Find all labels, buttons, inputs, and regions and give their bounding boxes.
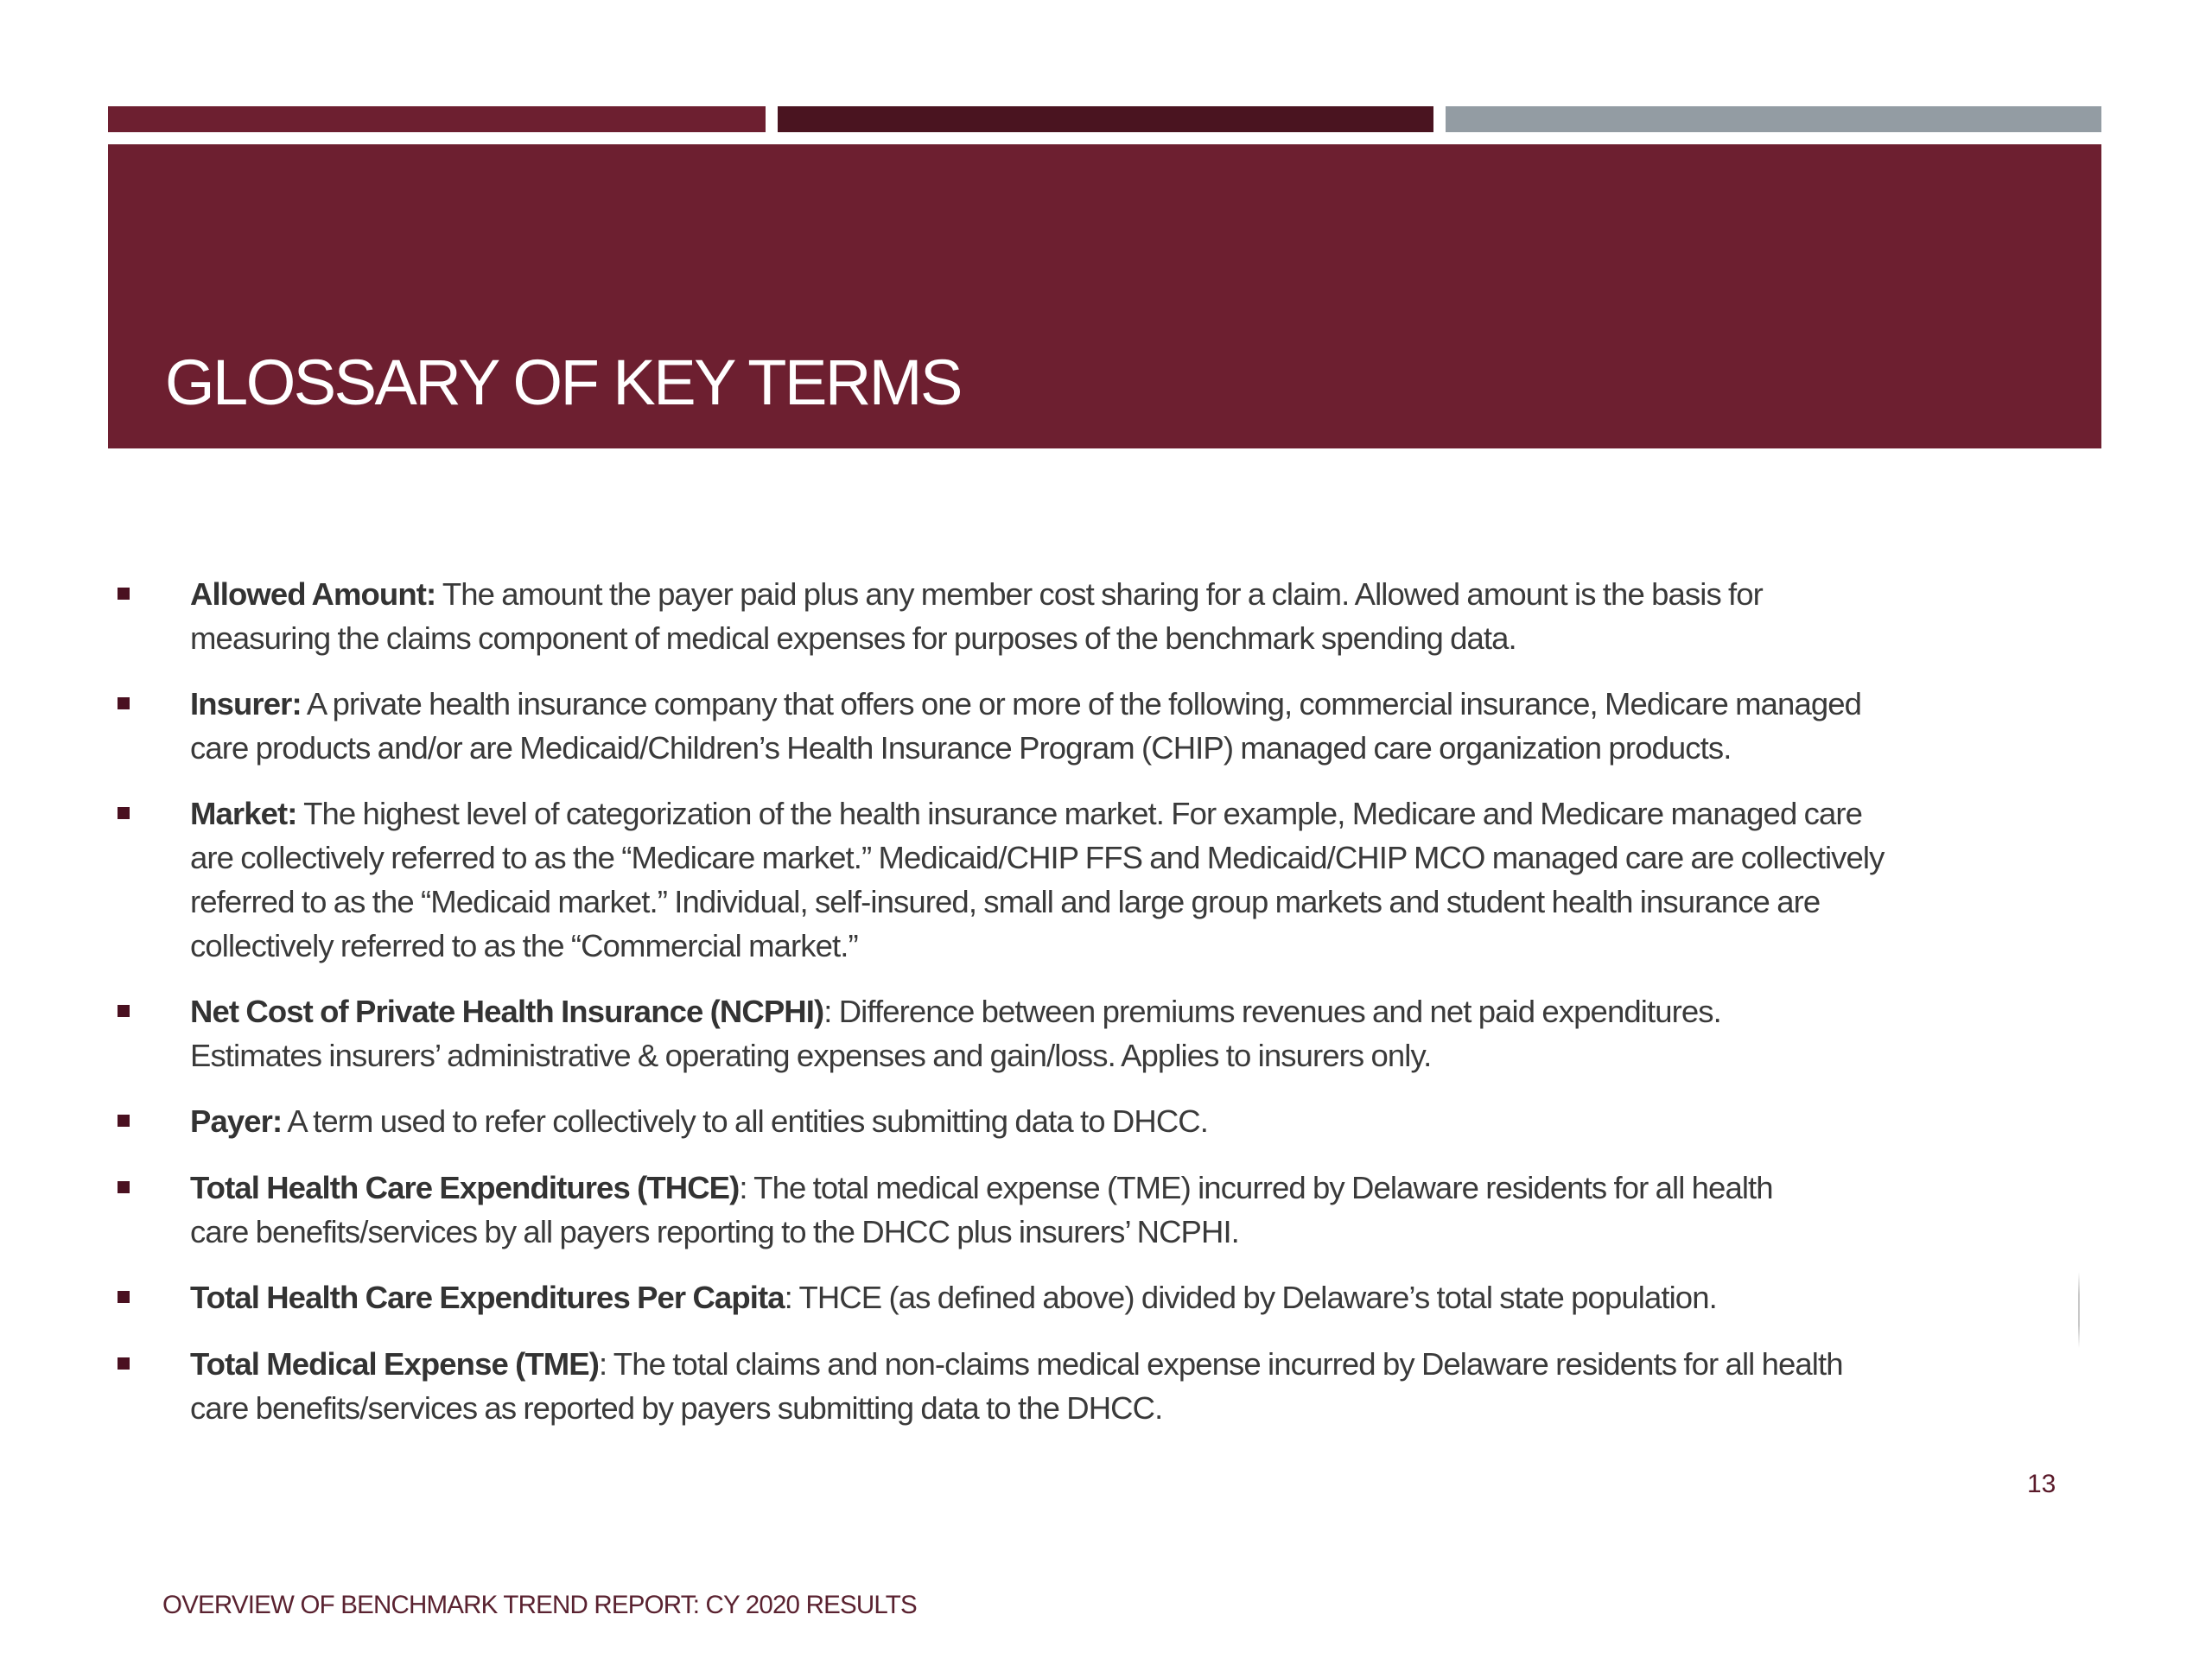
glossary-definition <box>190 791 2177 968</box>
definition-line: collectively referred to as the “Commercial market.” <box>190 928 858 963</box>
glossary-term: Net Cost of Private Health Insurance (NCPHI) <box>190 994 824 1029</box>
definition-text: : The total medical expense (TME) incurred by Delaware residents for all health <box>739 1170 1773 1205</box>
glossary-term: Insurer: <box>190 686 302 721</box>
definition-line <box>190 989 2177 1033</box>
glossary-term: Payer: <box>190 1103 283 1139</box>
slide-footer: OVERVIEW OF BENCHMARK TREND REPORT: CY 2020 RESULTS <box>162 1591 917 1619</box>
definition-line <box>190 1275 2177 1319</box>
slide-title: GLOSSARY OF KEY TERMS <box>165 346 961 418</box>
square-bullet-icon <box>118 1291 130 1303</box>
definition-line <box>190 791 2177 836</box>
square-bullet-icon <box>118 1181 130 1193</box>
glossary-term: Total Health Care Expenditures (THCE) <box>190 1170 740 1205</box>
definition-text: A private health insurance company that offers one or more of the following, commercial insurance, Medicare managed <box>301 686 1862 721</box>
definition-text: : The total claims and non-claims medical expense incurred by Delaware residents for all health <box>598 1346 1843 1382</box>
definition-line: measuring the claims component of medical expenses for purposes of the benchmark spending data. <box>190 620 1516 656</box>
glossary-definition <box>190 1099 2177 1143</box>
definition-line: care benefits/services by all payers reporting to the DHCC plus insurers’ NCPHI. <box>190 1214 1239 1249</box>
glossary-term: Market: <box>190 796 297 831</box>
page-number: 13 <box>2027 1470 2056 1498</box>
definition-line <box>190 1099 2177 1143</box>
square-bullet-icon <box>118 1005 130 1017</box>
glossary-term: Total Medical Expense (TME) <box>190 1346 599 1382</box>
definition-line: care products and/or are Medicaid/Children’s Health Insurance Program (CHIP) managed care organization products. <box>190 730 1732 766</box>
definition-text: : Difference between premiums revenues and net paid expenditures. <box>823 994 1721 1029</box>
glossary-definition <box>190 1166 2177 1254</box>
square-bullet-icon <box>118 1357 130 1370</box>
square-bullet-icon <box>118 588 130 600</box>
definition-text: A term used to refer collectively to all entities submitting data to DHCC. <box>282 1103 1208 1139</box>
definition-line: Estimates insurers’ administrative & operating expenses and gain/loss. Applies to insurers only. <box>190 1038 1432 1073</box>
square-bullet-icon <box>118 1115 130 1127</box>
definition-line: are collectively referred to as the “Medicare market.” Medicaid/CHIP FFS and Medicaid/CHIP MCO managed care are collectively <box>190 840 1885 875</box>
definition-line <box>190 572 2177 616</box>
definition-line <box>190 682 2177 726</box>
glossary-definition <box>190 682 2177 770</box>
glossary-definition <box>190 1275 2177 1319</box>
square-bullet-icon <box>118 807 130 819</box>
glossary-definition <box>190 1342 2177 1430</box>
glossary-term: Allowed Amount: <box>190 576 436 612</box>
title-band <box>108 144 2101 448</box>
glossary-definition <box>190 989 2177 1077</box>
vertical-divider-artifact <box>2078 1272 2080 1348</box>
glossary-term: Total Health Care Expenditures Per Capita <box>190 1280 785 1315</box>
definition-text: The amount the payer paid plus any member cost sharing for a claim. Allowed amount is the basis for <box>435 576 1763 612</box>
definition-text: The highest level of categorization of the health insurance market. For example, Medicare and Medicare managed care <box>296 796 1862 831</box>
definition-line <box>190 1166 2177 1210</box>
accent-bar-dark-maroon <box>778 106 1433 132</box>
accent-bar-maroon <box>108 106 766 132</box>
definition-line <box>190 1342 2177 1386</box>
definition-line: referred to as the “Medicaid market.” Individual, self-insured, small and large group markets and student health insurance are <box>190 884 1821 919</box>
definition-text: : THCE (as defined above) divided by Delaware’s total state population. <box>784 1280 1717 1315</box>
glossary-definition <box>190 572 2177 660</box>
square-bullet-icon <box>118 697 130 709</box>
accent-bar-gray <box>1446 106 2101 132</box>
definition-line: care benefits/services as reported by payers submitting data to the DHCC. <box>190 1390 1163 1426</box>
